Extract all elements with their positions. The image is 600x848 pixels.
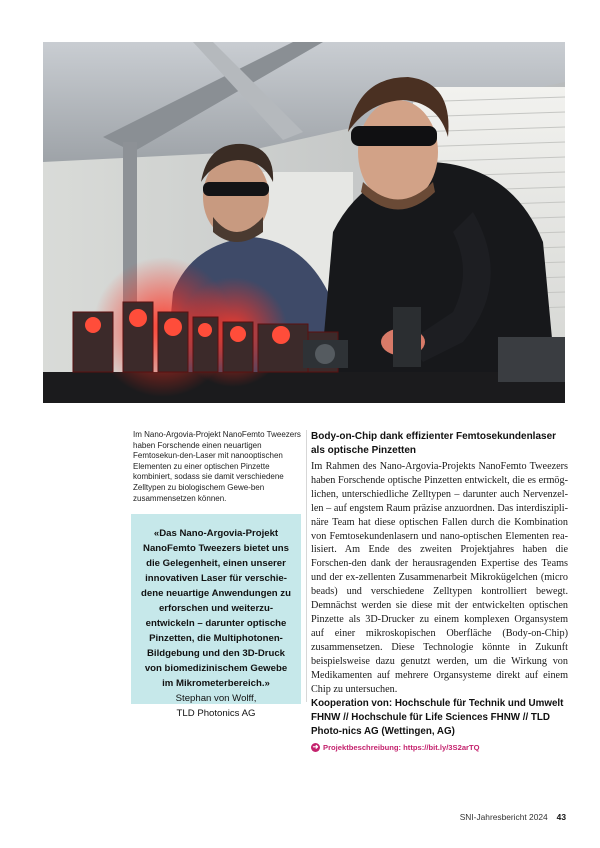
publication-name: SNI-Jahresbericht 2024 <box>459 812 548 822</box>
project-link-label[interactable]: Projektbeschreibung: https://bit.ly/3S2arTQ <box>323 743 480 753</box>
page-footer <box>460 812 566 822</box>
article-body: Im Rahmen des Nano-Argovia-Projekts NanoFemto Tweezers haben Forschende optische Pinzetten entwickelt, die es ermög-lichen, unterschiedliche Zelltypen – darunter auch Nervenzel-len – auf engstem Raum präzise anzuordnen. Das interdiszipli-näre Team hat diese optischen Fallen durch die Kombination von Femtosekundenlasern und nano-optischen Elementen rea-lisiert. Am Ende des zweiten Projektjahres haben die Forschen-den dank der herausragenden Expertise des Teams und der ex-zellenten Zusammenarbeit Mikrokügelchen (micro beads) und verschiedene Zelltypen kontrolliert bewegt. Demnächst werden sie diese mit der entwickelten optischen Pinzette als 3D-Drucker zu einem komplexen Organsystem auf einer mikroskopischen Oberfläche (Body-on-Chip) zusammensetzen. Diese Technologie könnte in Zukunft beispielsweise dazu genutzt werden, um die Wirkung von Medikamenten auf mehrere Organsysteme direkt auf einem Chip zu untersuchen. <box>311 461 568 695</box>
column-divider <box>306 430 307 702</box>
quote-box <box>131 514 301 719</box>
quote-company: TLD Photonics AG <box>176 708 256 719</box>
article-heading: Body-on-Chip dank effizienter Femtosekundenlaser als optische Pinzetten <box>311 431 557 456</box>
article <box>311 430 568 752</box>
lab-photo <box>43 42 565 403</box>
quote-author: Stephan von Wolff, <box>175 693 257 704</box>
photo-caption: Im Nano-Argovia-Projekt NanoFemto Tweezers haben Forschende einen neuartigen Femtosekun-den-Laser mit nanooptischen Elementen zu einer optischen Pinzette kombiniert, sodass sie damit verschiedene Zelltypen zu biologischem Gewe-ben zusammensetzen können. <box>133 430 301 503</box>
arrow-right-circle-icon: ➜ <box>312 744 319 752</box>
project-link[interactable] <box>311 743 568 752</box>
quote-text: «Das Nano-Argovia-Projekt NanoFemto Tweezers bietet uns die Gelegenheit, einen unserer innovativen Laser für verschie-dene neuartige Anwendungen zu erforschen und weiterzu-entwickeln – darunter optische Pinzetten, die Multiphotonen-Bildgebung und den 3D-Druck von biomedizinischem Gewebe im Mikrometerbereich.» <box>141 528 291 689</box>
cooperation-text: Kooperation von: Hochschule für Technik und Umwelt FHNW // Hochschule für Life Sciences FHNW // TLD Photo-nics AG (Wettingen, AG) <box>311 698 564 738</box>
lab-photo-illustration <box>43 42 565 403</box>
page-number: 43 <box>556 812 566 822</box>
